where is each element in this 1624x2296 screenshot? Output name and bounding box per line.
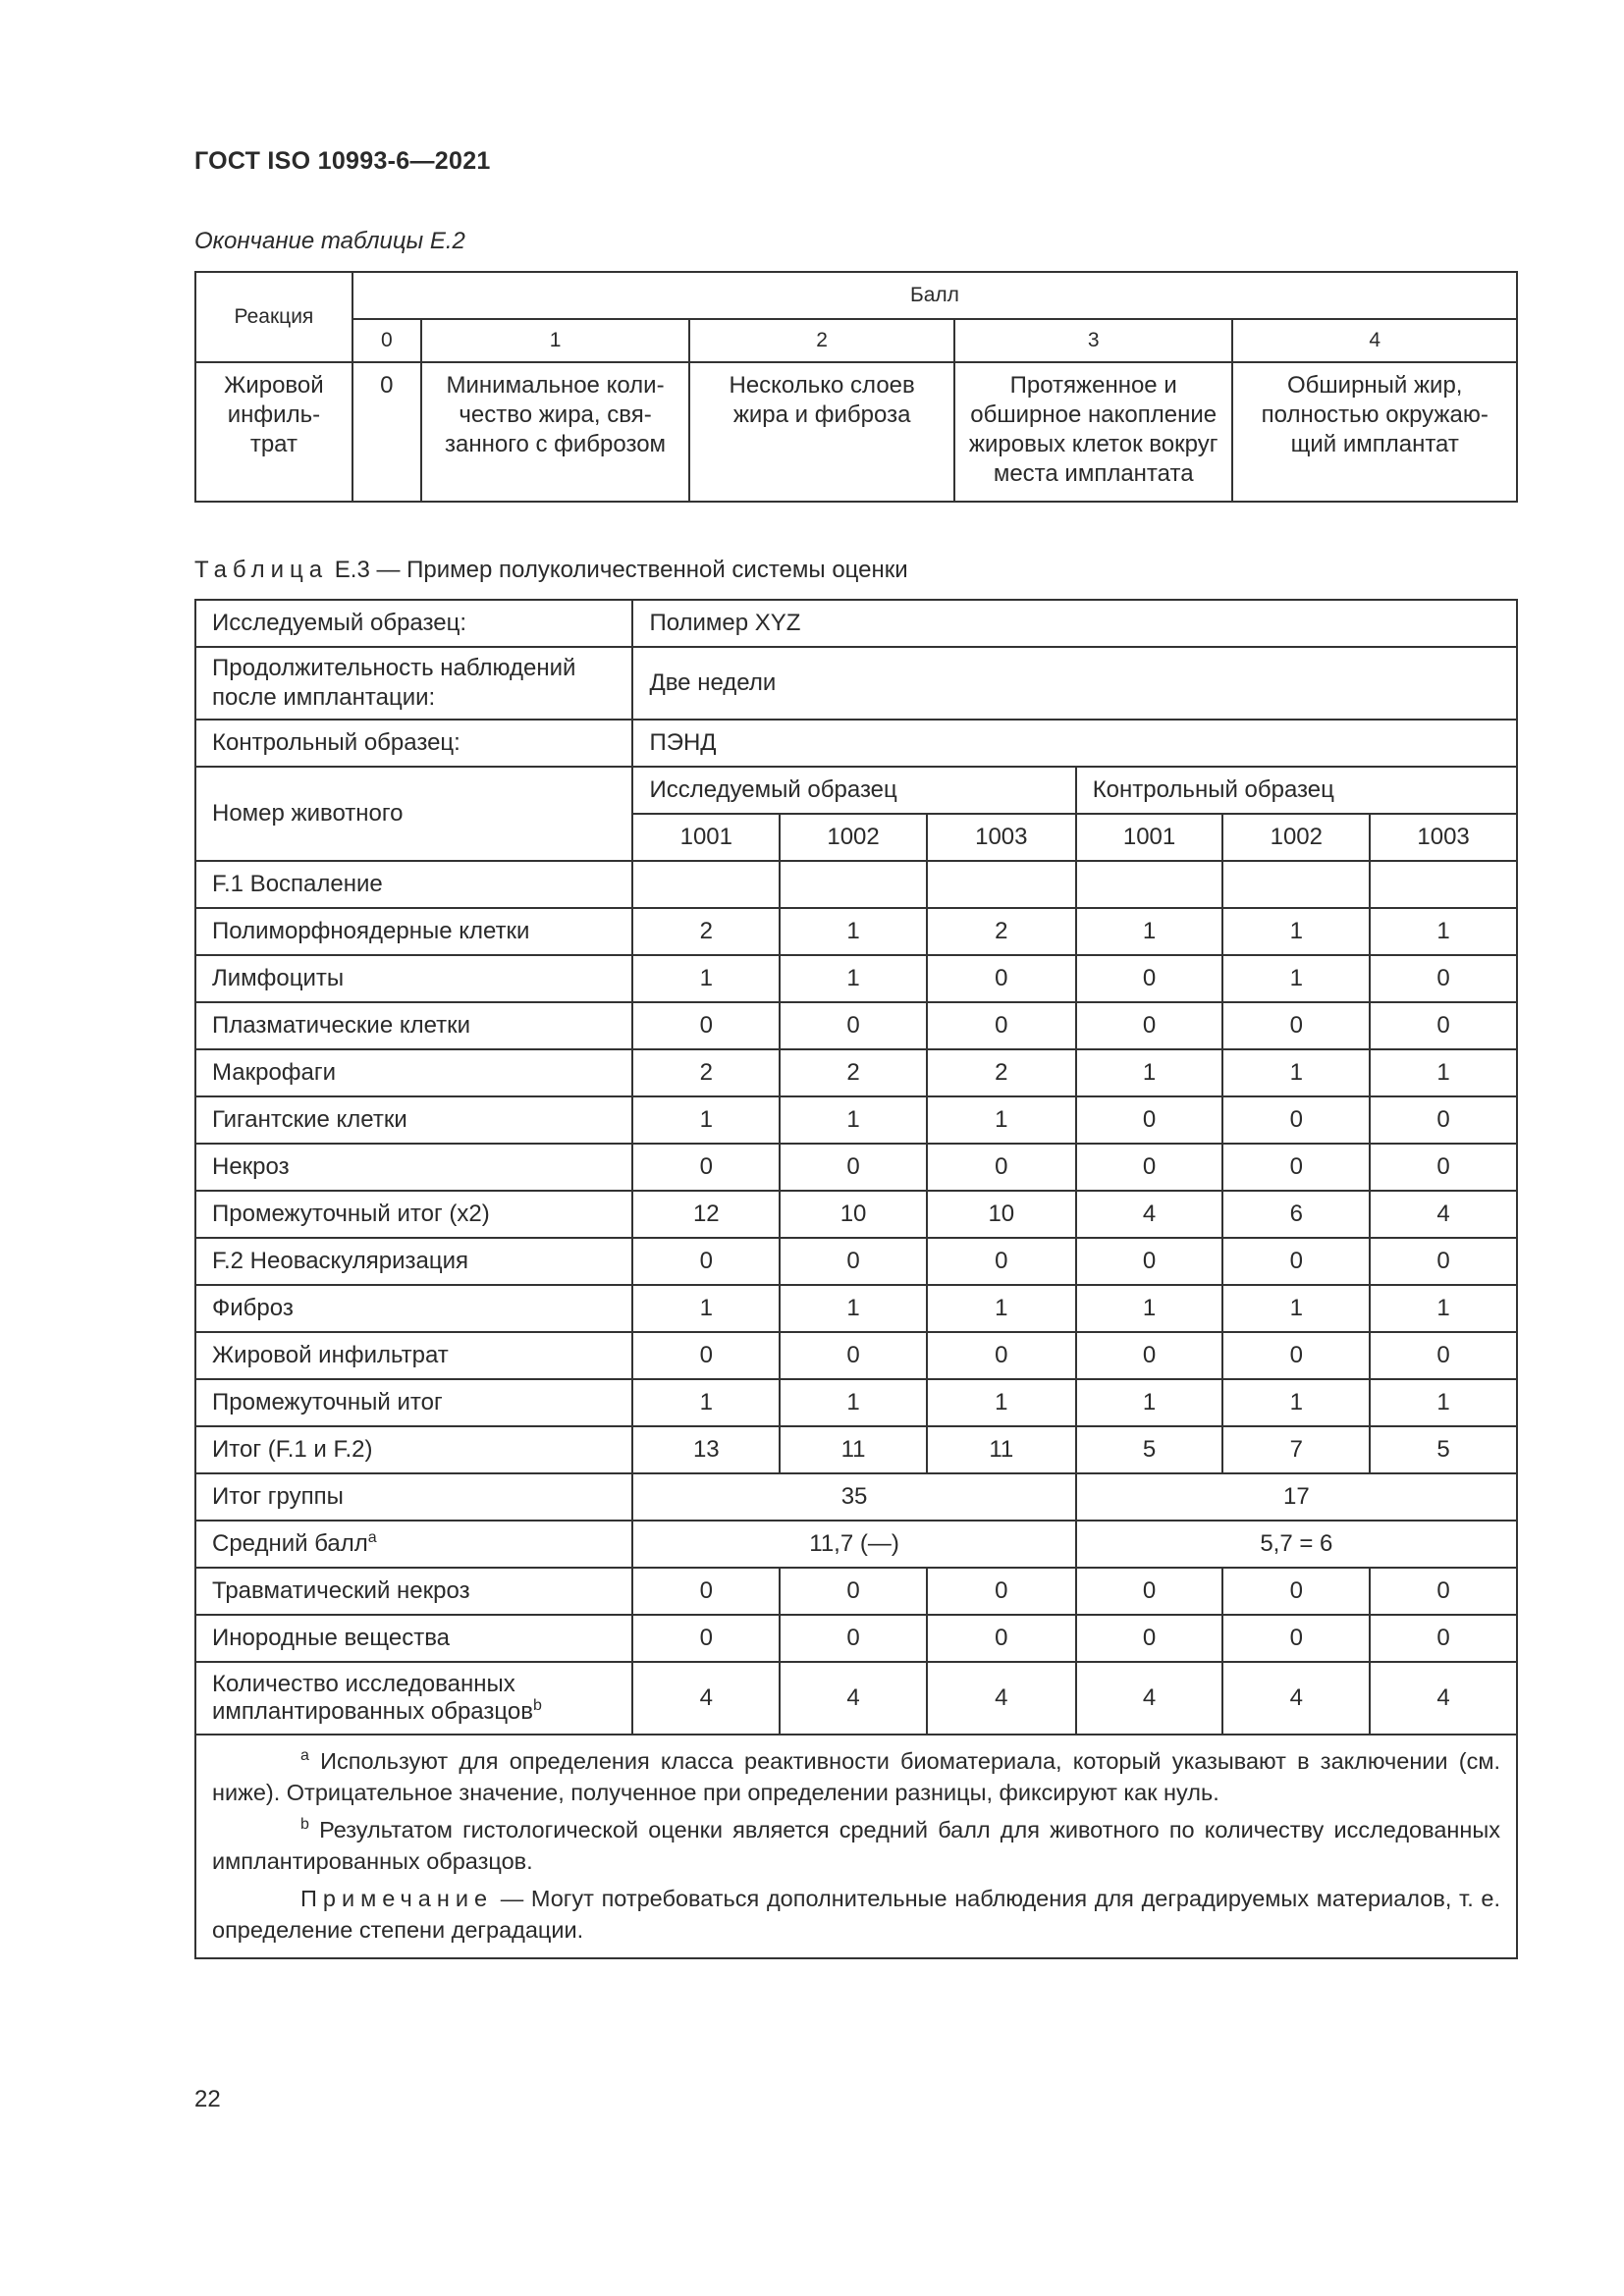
score-value: 0	[1222, 1332, 1370, 1379]
score-value: 0	[1076, 1238, 1223, 1285]
score-row	[195, 1191, 1517, 1238]
score-value: 1	[927, 1379, 1076, 1426]
score-value: 2	[632, 908, 780, 955]
score-value: 0	[1222, 1568, 1370, 1615]
row-label: Промежуточный итог	[195, 1379, 632, 1426]
score-value: 1	[1370, 908, 1517, 955]
score-value: 1	[1222, 1049, 1370, 1096]
score-cell: Обширный жир, полностью окружаю-щий имплантат	[1232, 362, 1517, 502]
score-value: 0	[927, 1568, 1076, 1615]
document-header: ГОСТ ISO 10993-6—2021	[194, 147, 491, 175]
score-row	[195, 1002, 1517, 1049]
score-value: 0	[1076, 1568, 1223, 1615]
footnote-ref-b: b	[532, 1697, 542, 1714]
row-label: Фиброз	[195, 1285, 632, 1332]
row-label: F.1 Воспаление	[195, 861, 632, 908]
score-value: 1	[1076, 1049, 1223, 1096]
score-value: 1	[1370, 1285, 1517, 1332]
group-total-control: 17	[1076, 1473, 1517, 1521]
score-value: 4	[1370, 1191, 1517, 1238]
score-cell: Протяженное и обширное накопление жировых клеток вокруг места имплантата	[954, 362, 1233, 502]
table-e3-caption	[194, 557, 908, 584]
score-value: 0	[927, 1002, 1076, 1049]
mean-score-control: 5,7 = 6	[1076, 1521, 1517, 1568]
reaction-header: Реакция	[195, 272, 352, 362]
row-label: Промежуточный итог (x2)	[195, 1191, 632, 1238]
score-value: 0	[927, 955, 1076, 1002]
score-row	[195, 1144, 1517, 1191]
table-continuation-caption: Окончание таблицы Е.2	[194, 228, 465, 254]
score-value: 0	[1370, 955, 1517, 1002]
score-value: 1	[1370, 1049, 1517, 1096]
table-e3	[194, 599, 1518, 1959]
score-value: 6	[1222, 1191, 1370, 1238]
row-label: Некроз	[195, 1144, 632, 1191]
score-value: 11	[927, 1426, 1076, 1473]
score-value: 0	[632, 1238, 780, 1285]
score-column: 3	[954, 319, 1233, 362]
score-value	[632, 861, 780, 908]
implant-count-label	[195, 1662, 632, 1735]
score-value: 7	[1222, 1426, 1370, 1473]
control-value: ПЭНД	[632, 720, 1517, 767]
row-label: Гигантские клетки	[195, 1096, 632, 1144]
score-row	[195, 1049, 1517, 1096]
score-value: 1	[632, 1096, 780, 1144]
score-value: 4	[1076, 1191, 1223, 1238]
control-label: Контрольный образец:	[195, 720, 632, 767]
score-value: 0	[927, 1332, 1076, 1379]
reaction-cell: Жировой инфиль-трат	[195, 362, 352, 502]
table-footnotes	[195, 1735, 1517, 1958]
score-value	[1370, 861, 1517, 908]
score-value: 0	[1370, 1096, 1517, 1144]
score-value: 1	[1076, 908, 1223, 955]
duration-label: Продолжительность наблюдений после имплантации:	[195, 647, 632, 720]
score-rows	[195, 861, 1517, 1473]
score-value: 0	[632, 1002, 780, 1049]
score-value: 0	[1222, 1615, 1370, 1662]
score-column: 2	[689, 319, 954, 362]
score-value: 0	[1222, 1002, 1370, 1049]
score-value: 0	[1222, 1096, 1370, 1144]
implant-count: 4	[1076, 1662, 1223, 1735]
score-value: 1	[780, 955, 927, 1002]
score-row	[195, 1096, 1517, 1144]
control-group-header: Контрольный образец	[1076, 767, 1517, 814]
implant-count: 4	[1222, 1662, 1370, 1735]
score-value: 0	[632, 1144, 780, 1191]
score-value: 0	[780, 1144, 927, 1191]
caption-word: Таблица	[194, 557, 329, 583]
score-value: 0	[1370, 1568, 1517, 1615]
caption-text: Е.3 — Пример полуколичественной системы оценки	[334, 557, 908, 583]
score-value: 1	[632, 955, 780, 1002]
page-number: 22	[194, 2086, 221, 2112]
score-cell: Минимальное коли-чество жира, свя-занного с фиброзом	[421, 362, 690, 502]
score-value: 1	[632, 1285, 780, 1332]
score-value: 12	[632, 1191, 780, 1238]
row-label: Макрофаги	[195, 1049, 632, 1096]
row-label: Жировой инфильтрат	[195, 1332, 632, 1379]
score-row	[195, 1568, 1517, 1615]
row-label: Полиморфноядерные клетки	[195, 908, 632, 955]
footnote-b-text: Результатом гистологической оценки является средний балл для животного по количеству исследованных имплантированных образцов.	[212, 1817, 1500, 1874]
implant-count: 4	[632, 1662, 780, 1735]
score-value: 1	[780, 1096, 927, 1144]
score-value: 0	[632, 1615, 780, 1662]
row-label: Плазматические клетки	[195, 1002, 632, 1049]
score-value	[1222, 861, 1370, 908]
sample-value: Полимер XYZ	[632, 600, 1517, 647]
score-value: 0	[1370, 1144, 1517, 1191]
score-value: 0	[632, 1568, 780, 1615]
score-value: 1	[780, 908, 927, 955]
score-value: 1	[1222, 955, 1370, 1002]
score-value: 0	[1370, 1332, 1517, 1379]
score-value: 1	[1370, 1379, 1517, 1426]
duration-value: Две недели	[632, 647, 1517, 720]
table-note	[212, 1883, 1500, 1946]
score-value: 0	[780, 1615, 927, 1662]
footnote-a-text: Используют для определения класса реактивности биоматериала, который указывают в заключении (см. ниже). Отрицательное значение, полученное при определении разницы, фиксируют как нуль.	[212, 1748, 1501, 1805]
score-value: 1	[1076, 1379, 1223, 1426]
score-cell: Несколько слоев жира и фиброза	[689, 362, 954, 502]
score-value: 1	[927, 1096, 1076, 1144]
footnote-b-mark: b	[300, 1816, 309, 1834]
mean-score-text: Средний балл	[212, 1530, 368, 1557]
score-value	[927, 861, 1076, 908]
score-value: 0	[1076, 1332, 1223, 1379]
row-label: Травматический некроз	[195, 1568, 632, 1615]
group-total-label: Итог группы	[195, 1473, 632, 1521]
group-total-test: 35	[632, 1473, 1075, 1521]
row-label: Итог (F.1 и F.2)	[195, 1426, 632, 1473]
note-word: Примечание	[300, 1886, 494, 1911]
extra-rows	[195, 1568, 1517, 1662]
score-value: 0	[1222, 1238, 1370, 1285]
score-value: 0	[1370, 1002, 1517, 1049]
implant-count-text: Количество исследованных имплантированных образцов	[212, 1671, 533, 1725]
animal-id: 1001	[1076, 814, 1223, 861]
score-value: 0	[927, 1238, 1076, 1285]
score-row	[195, 1285, 1517, 1332]
note-text: — Могут потребоваться дополнительные наблюдения для деградируемых материалов, т. е. определение степени деградации.	[212, 1886, 1500, 1943]
score-value: 0	[1076, 1002, 1223, 1049]
footnote-ref-a: a	[367, 1529, 377, 1546]
score-value: 0	[927, 1615, 1076, 1662]
score-value: 1	[632, 1379, 780, 1426]
animal-label: Номер животного	[195, 767, 632, 861]
score-value: 0	[780, 1002, 927, 1049]
score-column: 1	[421, 319, 690, 362]
score-value: 0	[1076, 955, 1223, 1002]
score-value: 2	[632, 1049, 780, 1096]
row-label: F.2 Неоваскуляризация	[195, 1238, 632, 1285]
score-value: 5	[1370, 1426, 1517, 1473]
score-value: 1	[1222, 1379, 1370, 1426]
score-row	[195, 955, 1517, 1002]
score-cell: 0	[352, 362, 421, 502]
score-value: 0	[927, 1144, 1076, 1191]
score-row	[195, 1332, 1517, 1379]
score-row	[195, 1379, 1517, 1426]
implant-count: 4	[927, 1662, 1076, 1735]
score-row	[195, 908, 1517, 955]
score-row	[195, 1615, 1517, 1662]
score-column: 0	[352, 319, 421, 362]
score-value: 0	[1076, 1615, 1223, 1662]
footnote-b	[212, 1814, 1500, 1877]
score-value: 2	[927, 1049, 1076, 1096]
test-group-header: Исследуемый образец	[632, 767, 1075, 814]
mean-score-test: 11,7 (—)	[632, 1521, 1075, 1568]
score-column: 4	[1232, 319, 1517, 362]
table-e2	[194, 271, 1518, 503]
animal-id: 1003	[927, 814, 1076, 861]
score-value: 0	[780, 1238, 927, 1285]
implant-count: 4	[780, 1662, 927, 1735]
score-value: 0	[1076, 1144, 1223, 1191]
animal-id: 1002	[780, 814, 927, 861]
score-row	[195, 861, 1517, 908]
score-value: 1	[1222, 1285, 1370, 1332]
score-value: 0	[1370, 1238, 1517, 1285]
score-value: 10	[780, 1191, 927, 1238]
animal-id: 1002	[1222, 814, 1370, 861]
score-value: 11	[780, 1426, 927, 1473]
score-value: 1	[927, 1285, 1076, 1332]
score-value: 5	[1076, 1426, 1223, 1473]
sample-label: Исследуемый образец:	[195, 600, 632, 647]
score-value: 0	[780, 1568, 927, 1615]
score-value: 0	[1222, 1144, 1370, 1191]
animal-id: 1003	[1370, 814, 1517, 861]
score-value	[1076, 861, 1223, 908]
footnote-a-mark: a	[300, 1747, 309, 1765]
score-value	[780, 861, 927, 908]
score-value: 1	[1222, 908, 1370, 955]
score-value: 0	[1370, 1615, 1517, 1662]
score-value: 0	[632, 1332, 780, 1379]
footnote-a	[212, 1745, 1500, 1808]
row-label: Лимфоциты	[195, 955, 632, 1002]
score-value: 2	[780, 1049, 927, 1096]
row-label: Инородные вещества	[195, 1615, 632, 1662]
score-value: 0	[780, 1332, 927, 1379]
score-value: 13	[632, 1426, 780, 1473]
score-header: Балл	[352, 272, 1517, 319]
score-row	[195, 1426, 1517, 1473]
score-value: 1	[780, 1285, 927, 1332]
score-row	[195, 1238, 1517, 1285]
score-value: 0	[1076, 1096, 1223, 1144]
score-value: 1	[780, 1379, 927, 1426]
score-value: 10	[927, 1191, 1076, 1238]
score-value: 2	[927, 908, 1076, 955]
implant-count: 4	[1370, 1662, 1517, 1735]
score-value: 1	[1076, 1285, 1223, 1332]
mean-score-label	[195, 1521, 632, 1568]
animal-id: 1001	[632, 814, 780, 861]
